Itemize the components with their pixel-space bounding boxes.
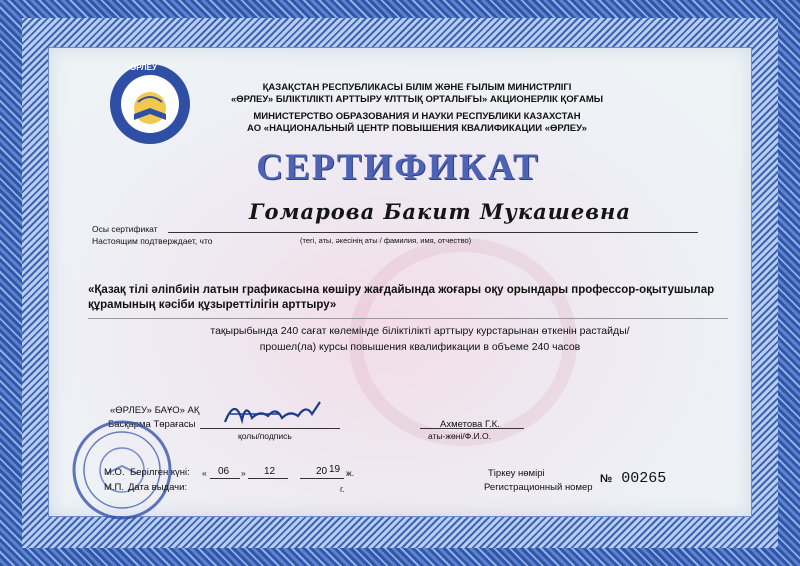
year-line [300,478,344,479]
month-line [248,478,288,479]
signatory-org: «ӨРЛЕУ» БАҰО» АҚ [110,405,200,416]
stamp-mark-kz: М.О. [104,467,125,478]
date-label-ru: Дата выдачи: [128,482,188,493]
recipient-label-ru: Настоящим подтверждает, что [92,236,213,246]
registration-label-kz: Тіркеу нөмірі [488,468,545,479]
certificate-title: СЕРТИФИКАТ [256,147,540,188]
recipient-label-kz: Осы сертификат [92,224,158,234]
signatory-name-caption: аты-жөні/Ф.И.О. [428,431,491,441]
header-kz-line1: ҚАЗАҚСТАН РЕСПУБЛИКАСЫ БІЛІМ ЖӘНЕ ҒЫЛЫМ МИНИСТРЛІГІ [262,82,572,93]
issue-year-prefix: 20 [316,466,328,477]
date-open-quote: « [202,468,207,478]
signature-caption: қолы/подпись [238,431,292,441]
issue-month: 12 [264,466,276,477]
date-close-quote: » [241,468,246,478]
course-title: «Қазақ тілі әліпбиін латын графикасына көшіру жағдайында жоғары оқу орындары профессор-оқытушылар құрамының кәсіби құзыреттілігін арттыру» [88,284,715,311]
header-ru-line1: МИНИСТЕРСТВО ОБРАЗОВАНИЯ И НАУКИ РЕСПУБЛИКИ КАЗАХСТАН [253,111,581,122]
issue-year-suffix: 19 [329,464,341,475]
registration-label-ru: Регистрационный номер [484,482,593,493]
course-note-ru: прошел(ла) курсы повышения квалификации в объеме 240 часов [259,341,581,353]
logo-text: ӨРЛЕУ [130,63,157,72]
issue-day: 06 [218,466,230,477]
registration-number: 00265 [621,470,667,487]
signatory-role: Басқарма Төрағасы [108,419,196,430]
date-label-kz: Берілген күні: [130,467,190,478]
signature [220,392,330,432]
header-ru-line2: АО «НАЦИОНАЛЬНЫЙ ЦЕНТР ПОВЫШЕНИЯ КВАЛИФИКАЦИИ «ӨРЛЕУ» [247,123,587,134]
name-line [168,232,698,233]
stamp-mark-ru: М.П. [104,482,125,493]
year-abbr-kz: ж. [346,468,355,478]
orleu-logo [108,62,192,146]
name-caption: (тегі, аты, әкесінің аты / фамилия, имя, отчество) [300,236,472,245]
recipient-name: Гомарова Бакит Мукашевна [249,199,631,224]
course-note-kz: тақырыбында 240 сағат көлемінде біліктілікті арттыру курстарынан өткенін растайды/ [210,325,630,337]
registration-prefix: № [600,473,613,485]
header-kz-line2: «ӨРЛЕУ» БІЛІКТІЛІКТІ АРТТЫРУ ҰЛТТЫҚ ОРТАЛЫҒЫ» АКЦИОНЕРЛІК ҚОҒАМЫ [230,94,604,105]
signatory-name: Ахметова Г.К. [440,419,500,430]
year-abbr-ru: г. [340,484,345,494]
signatory-name-line [420,428,524,429]
course-line [88,318,728,319]
registration-number-block [600,470,666,487]
day-line [210,478,240,479]
